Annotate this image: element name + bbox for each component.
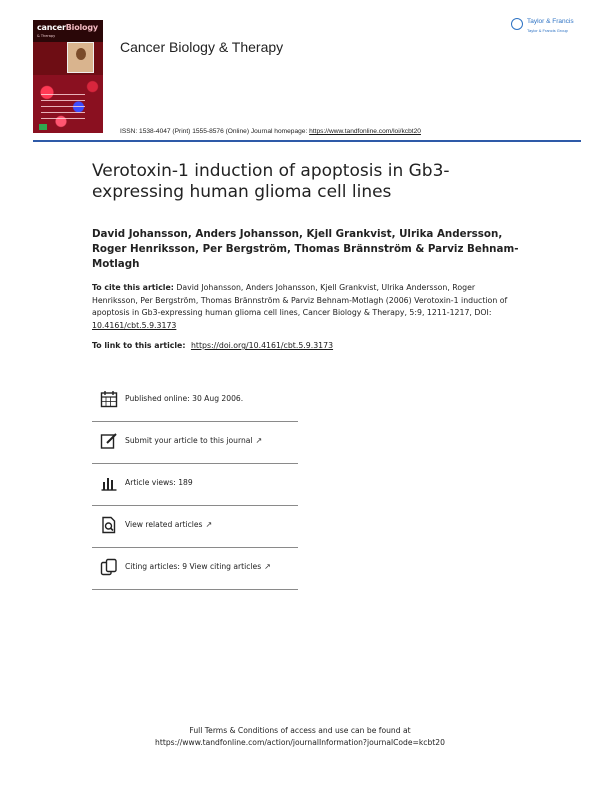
cover-brand: cancerBiology [37,23,98,32]
cover-publisher-logo [39,124,47,130]
search-document-icon [100,516,118,534]
article-title: Verotoxin-1 induction of apoptosis in Gb3-expressing human glioma cell lines [92,161,450,202]
article-views-item [92,464,298,506]
related-articles-item[interactable] [92,506,298,548]
external-link-icon: ↗ [264,562,271,571]
calendar-icon [100,390,118,408]
published-online-text: Published online: 30 Aug 2006. [125,394,244,403]
article-authors: David Johansson, Anders Johansson, Kjell Grankvist, Ulrika Andersson, Roger Henriksson, Per Bergström, Thomas Brännström & Parviz Behnam-Motlagh [92,228,519,270]
published-online-item [92,380,298,422]
cover-subtitle: & Therapy [37,34,56,38]
article-views-text: Article views: 189 [125,478,193,487]
journal-homepage-link[interactable]: https://www.tandfonline.com/loi/kcbt20 [309,128,421,135]
publisher-logo[interactable] [511,17,583,39]
external-link-icon: ↗ [205,520,213,529]
related-articles-link[interactable]: View related articles ↗ [125,520,213,529]
citation-text: David Johansson, Anders Johansson, Kjell Grankvist, Ulrika Andersson, Roger Henriksson, Per Bergström, Thomas Brännström & Parviz Behnam-Motlagh (2006) Verotoxin-1 induction of apoptosis in Gb3-expressing human glioma cell lines, Cancer Biology & Therapy, 5:9, 1211-1217, DOI: [92,283,508,318]
citation-label: To cite this article: [92,283,174,292]
copy-document-icon [100,558,118,576]
citing-articles-link[interactable]: Citing articles: 9 View citing articles ↗ [125,562,271,571]
article-link-label: To link to this article: [92,341,186,350]
citation-block [92,282,512,332]
publisher-logo-icon [511,18,523,30]
citing-articles-item[interactable] [92,548,298,590]
publisher-logo-tag: Taylor & Francis Group [527,28,568,33]
issn-line [120,128,421,135]
footer-terms-text: Full Terms & Conditions of access and use can be found at [189,726,411,735]
article-metadata-list [92,380,298,590]
journal-title: Cancer Biology & Therapy [120,39,284,55]
bar-chart-icon [100,474,118,492]
cover-portrait [67,42,94,73]
edit-icon [100,432,118,450]
publisher-logo-name: Taylor & Francis [527,18,574,25]
article-link-line [92,341,333,350]
cover-text-lines [41,94,85,124]
page-footer [0,725,600,749]
issn-text: ISSN: 1538-4047 (Print) 1555-8576 (Online) Journal homepage: [120,128,308,135]
citation-doi-link[interactable]: 10.4161/cbt.5.9.3173 [92,320,177,330]
footer-terms-link[interactable]: https://www.tandfonline.com/action/journalInformation?journalCode=kcbt20 [155,738,445,747]
submit-article-item[interactable] [92,422,298,464]
article-doi-link[interactable]: https://doi.org/10.4161/cbt.5.9.3173 [190,341,334,350]
header-divider [33,140,581,142]
submit-article-link[interactable]: Submit your article to this journal ↗ [125,436,263,445]
external-link-icon: ↗ [255,436,263,445]
journal-cover-image [33,20,103,133]
